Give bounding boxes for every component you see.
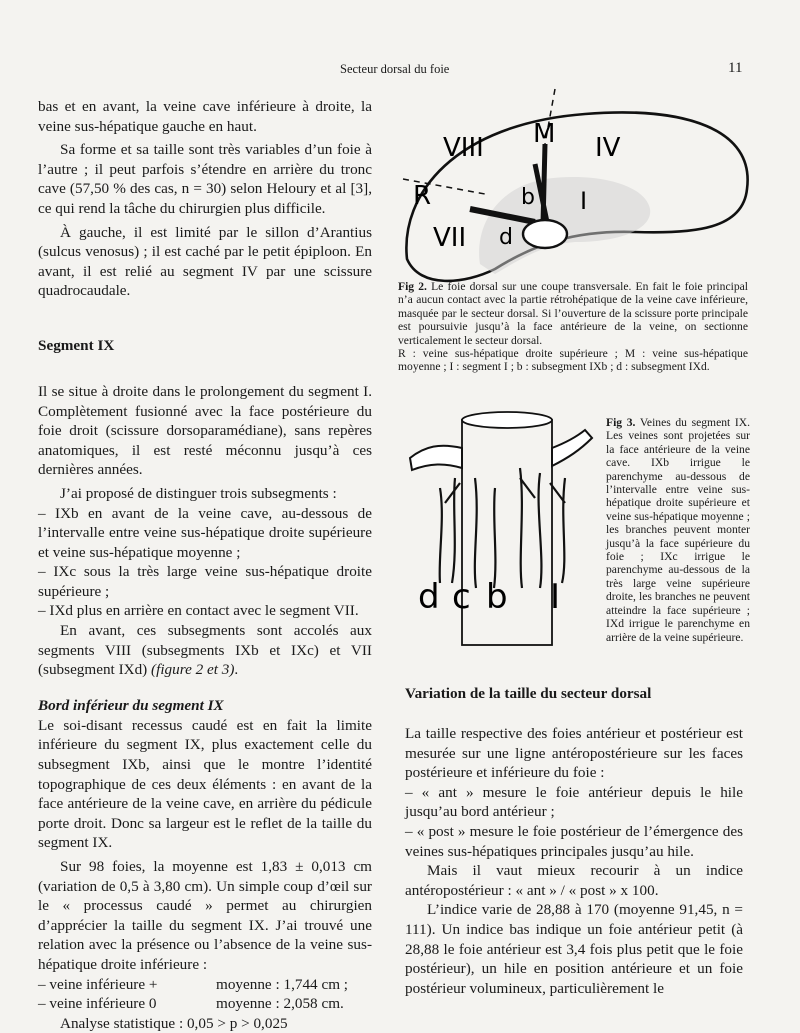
label-d: d <box>499 225 513 250</box>
label-b: b <box>521 185 535 210</box>
label-viii: VIII <box>443 133 484 163</box>
paragraph: La taille respective des foies antérieur et postérieur est mesurée sur une ligne antéropostérieure sur les faces postérieure et inférieure du foie : <box>405 725 743 782</box>
list-item: – « post » mesure le foie postérieur de l’émergence des veines sus-hépatiques principales jusqu’au hile. <box>405 822 743 860</box>
page-number: 11 <box>728 60 743 76</box>
caption-body: Le foie dorsal sur une coupe transversale. En fait le foie principal n’a aucun contact avec la partie rétrohépatique de la veine cave inférieure, masquée par le secteur dorsal. Si l’ouverture de la scissure porte principale est poursuivie jusqu’à la face antérieure de la veine, on sectionne verticalement le secteur dorsal. <box>398 280 748 347</box>
label-i: I <box>550 577 561 617</box>
label-c: c <box>452 577 471 617</box>
paragraph: L’indice varie de 28,88 à 170 (moyenne 91,45, n = 111). Un indice bas indique un foie antérieur petit (à 28,88 le foie antérieur est 3,4 fois plus petit que le foie postérieur), un hile en position antérieure et un foie postérieur volumineux, particulièrement le <box>405 901 743 997</box>
middle-vein-stub <box>552 430 592 466</box>
table-row <box>38 975 372 995</box>
paragraph: Le soi-disant recessus caudé est en fait la limite inférieure du segment IX, plus exactement celle du subsegment IXb, ainsi que le montre l’identité topographique de ces deux éléments : en avant de la face antérieure de la veine cave, en arrière du pédicule porte droit. Donc sa largeur est le reflet de la taille du segment IX. <box>38 716 372 852</box>
right-superior-vein <box>410 446 462 470</box>
paragraph: Sa forme et sa taille sont très variables d’un foie à l’autre ; il peut parfois s’étendre en arrière du tronc cave (57,50 % des cas, n = 30) selon Heloury et al [3], ce qui rend la tâche du chirurgien plus difficile. <box>38 141 372 217</box>
row-label: – veine inférieure + <box>38 975 158 993</box>
figure-2-caption <box>398 280 748 374</box>
punctuation: . <box>234 661 239 679</box>
caption-label: Fig 3. <box>606 416 636 429</box>
segment-ix-branches <box>440 468 565 588</box>
section-heading-segment-ix: Segment IX <box>38 336 115 354</box>
figure-3-caption <box>606 416 750 644</box>
row-value: moyenne : 2,058 cm. <box>216 995 344 1013</box>
label-r: R <box>413 181 432 211</box>
paragraph: Mais il vaut mieux recourir à un indice antéropostérieur : « ant » / « post » x 100. <box>405 862 743 899</box>
list-item: – IXb en avant de la veine cave, au-dessous de l’intervalle entre veine sus-hépatique droite supérieure et veine sus-hépatique moyenne ; <box>38 504 372 561</box>
label-vii: VII <box>433 223 467 253</box>
left-column <box>38 97 372 1033</box>
caption-text <box>398 280 748 347</box>
paragraph: Sur 98 foies, la moyenne est 1,83 ± 0,013 cm (variation de 0,5 à 3,80 cm). Un simple coup d’œil sur le « processus caudé » permet au chirurgien d’apprécier la taille du segment IX. J’ai trouvé une relation avec la présence ou l’absence de la veine sus-hépatique droite inférieure : <box>38 858 372 973</box>
list-item: – IXd plus en arrière en contact avec le segment VII. <box>38 602 359 620</box>
section-heading-variation: Variation de la taille du secteur dorsal <box>405 685 652 702</box>
section-heading-bord-inferieur: Bord inférieur du segment IX <box>38 696 224 714</box>
row-value: moyenne : 1,744 cm ; <box>216 975 349 993</box>
right-column <box>405 684 743 998</box>
caption-label: Fig 2. <box>398 280 427 293</box>
paragraph: Il se situe à droite dans le prolongement du segment I. Complètement fusionné avec la face postérieure du foie droit (scissure dorsoparamédiane), sans repères anatomiques, il est resté méconnu jusqu’à ces dernières années. <box>38 382 372 479</box>
table-row <box>38 994 372 1014</box>
caption-legend: R : veine sus-hépatique droite supérieure ; M : veine sus-hépatique moyenne ; I : segment I ; b : subsegment IXb ; d : subsegment IXd. <box>398 347 748 374</box>
label-iv: IV <box>595 133 621 163</box>
figure-3-segment-ix-veins <box>400 408 600 658</box>
label-b: b <box>486 577 508 617</box>
paragraph-text: En avant, ces subsegments sont accolés aux segments VIII (subsegments IXb et IXc) et VII (subsegment IXd) <box>38 622 372 679</box>
list-item: – IXc sous la très large veine sus-hépatique droite supérieure ; <box>38 563 372 600</box>
figure-2-liver-section <box>395 84 760 284</box>
row-label: – veine inférieure 0 <box>38 995 157 1013</box>
running-header <box>0 60 800 80</box>
running-title: Secteur dorsal du foie <box>340 62 450 76</box>
paragraph: À gauche, il est limité par le sillon d’Arantius (sulcus venosus) ; il est caché par le petit épiploon. En avant, il est relié au segment IV par une scissure quadrocaudale. <box>38 223 372 300</box>
paragraph: J’ai proposé de distinguer trois subsegments : <box>60 484 337 502</box>
figure-reference: (figure 2 et 3) <box>151 661 235 679</box>
list-item: – « ant » mesure le foie antérieur depuis le hile jusqu’au bord antérieur ; <box>405 783 743 821</box>
paragraph: Analyse statistique : 0,05 > p > 0,025 <box>60 1014 288 1032</box>
cava-top <box>462 412 552 428</box>
paragraph: bas et en avant, la veine cave inférieure à droite, la veine sus-hépatique gauche en haut. <box>38 98 372 135</box>
paragraph <box>38 621 372 680</box>
label-d: d <box>418 577 440 617</box>
label-i: I <box>580 187 588 215</box>
vena-cava <box>523 220 567 248</box>
caption-body: Veines du segment IX. Les veines sont projetées sur la face antérieure de la veine cave. IXb irrigue le parenchyme au-dessous de l’intervalle entre veine sus-hépatique droite supérieure et veine sus-hépatique moyenne ; les branches peuvent monter jusqu’à la face supérieure du foie ; IXc irrigue le parenchyme au-dessous de la très large veine supérieure droite, les branches ne peuvent atteindre la face supérieure ; IXd irrigue le parenchyme en arrière de la veine supérieure. <box>606 416 750 644</box>
label-m: M <box>533 119 556 149</box>
